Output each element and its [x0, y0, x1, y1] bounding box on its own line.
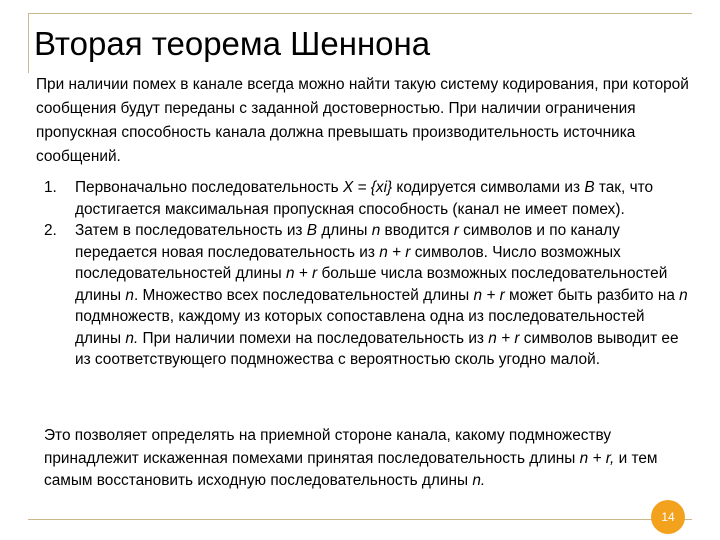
formula: n [125, 286, 134, 304]
formula: n. [472, 472, 486, 489]
step-text: символов выводит ее из соответствующего подмножества с вероятностью сколь угодно малой. [75, 329, 679, 368]
step-text: При наличии помехи на последовательность из [138, 329, 489, 347]
formula: X = {xi} [342, 179, 393, 196]
step-text: вводится [380, 222, 454, 239]
steps-list [44, 177, 690, 371]
formula: n [371, 222, 381, 239]
list-item [44, 220, 690, 371]
formula: n + r, [579, 449, 615, 467]
step-text: больше числа возможных последовательностей длины [75, 265, 668, 304]
list-item-number: 2. [44, 222, 57, 239]
step-text: . Множество всех последовательностей длины [133, 286, 474, 304]
formula: n + r [379, 243, 411, 261]
frame-bottom-rule [28, 519, 692, 520]
formula: B [584, 179, 595, 196]
step-text: так, что достигается максимальная пропускная способность (канал не имеет помех). [75, 179, 654, 218]
step-text: подмножеств, каждому из которых сопоставлена одна из последовательностей длины [75, 308, 645, 347]
frame-left-rule [28, 13, 29, 73]
step-text: может быть разбито на [504, 286, 680, 304]
step-text: символов. Число возможных последовательностей длины [75, 243, 621, 282]
formula: n. [125, 329, 139, 347]
intro-paragraph: При наличии помех в канале всегда можно найти такую систему кодирования, при которой сообщения будут переданы с заданной достоверностью. При наличии ограничения пропускная способность канала должна превышать производительность источника сообщений. [36, 76, 689, 165]
formula: n [679, 286, 688, 304]
step-text: символов и по каналу передается новая последовательность из [75, 222, 620, 261]
conclusion-paragraph [44, 425, 684, 493]
formula: n + r [473, 286, 505, 304]
step-text: Затем в последовательность из [75, 222, 307, 239]
formula: B [306, 222, 318, 239]
step-text: Первоначально последовательность [75, 179, 343, 196]
conclusion-text: Это позволяет определять на приемной стороне канала, какому подмножеству принадлежит искаженная помехами принятая последовательность длины [44, 427, 612, 467]
formula: n + r [285, 265, 318, 282]
frame-top-rule [28, 13, 692, 14]
list-item [44, 177, 690, 220]
step-text: кодируется символами из [392, 179, 585, 196]
formula: n + r [488, 329, 520, 347]
list-item-number: 1. [44, 179, 57, 196]
conclusion-text: и тем самым восстановить исходную последовательность длины [44, 449, 658, 489]
slide-title: Вторая теорема Шеннона [34, 25, 431, 62]
formula: r [453, 222, 459, 239]
step-text: длины [317, 222, 372, 239]
page-number-badge: 14 [651, 500, 685, 534]
